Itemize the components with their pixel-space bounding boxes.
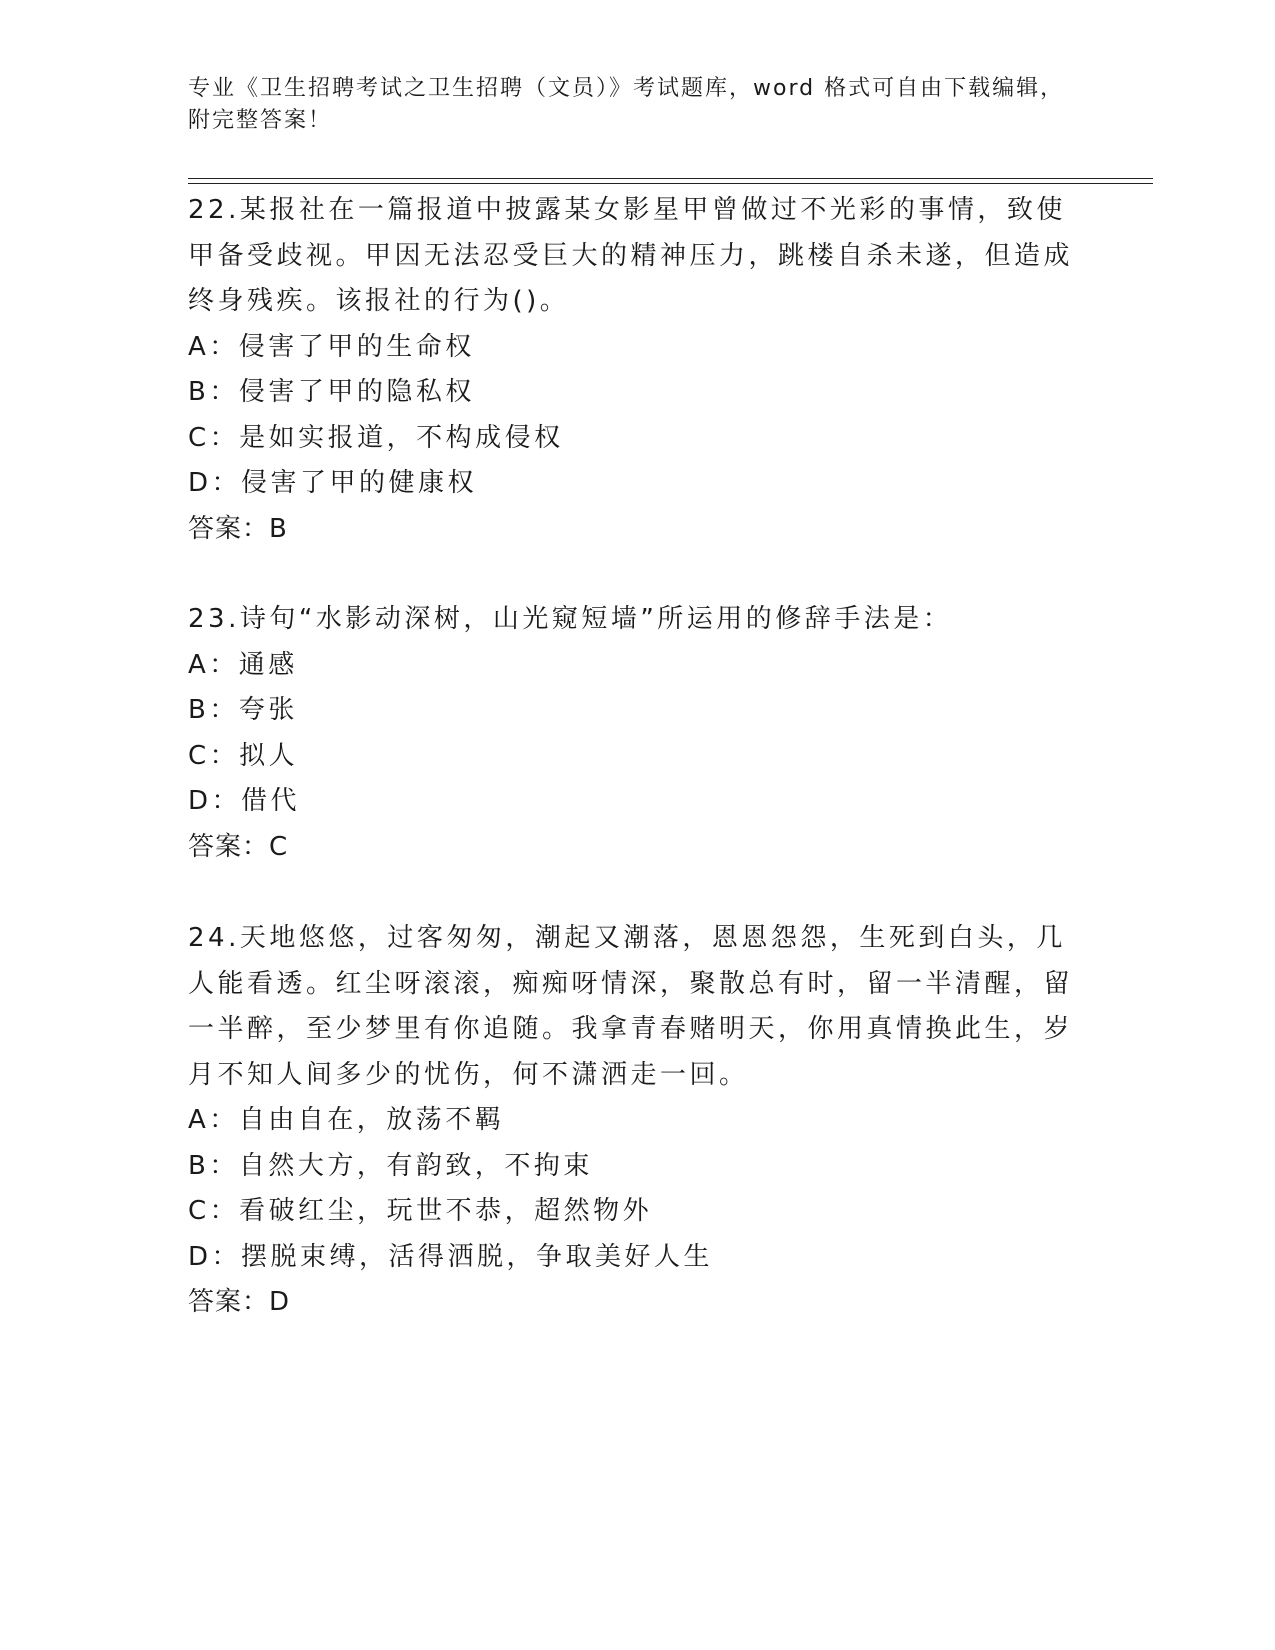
- question-23: [188, 597, 1088, 870]
- question-stem: 22.某报社在一篇报道中披露某女影星甲曾做过不光彩的事情，致使甲备受歧视。甲因无法忍受巨大的精神压力，跳楼自杀未遂，但造成终身残疾。该报社的行为()。: [188, 195, 1074, 316]
- header-divider-top: [188, 178, 1153, 179]
- option-a: A：侵害了甲的生命权: [188, 331, 475, 362]
- option-d: D：借代: [188, 786, 301, 816]
- answer-line: 答案：B: [188, 513, 288, 544]
- option-b: B：自然大方，有韵致，不拘束: [188, 1150, 593, 1181]
- header-divider-bottom: [188, 183, 1153, 184]
- answer-line: 答案：C: [188, 831, 289, 862]
- option-b: B：侵害了甲的隐私权: [188, 377, 475, 407]
- answer-line: 答案：D: [188, 1287, 291, 1317]
- option-c: C：看破红尘，玩世不恭，超然物外: [188, 1196, 653, 1226]
- option-a: A：通感: [188, 649, 298, 680]
- question-22: [188, 188, 1088, 552]
- question-24: [188, 916, 1088, 1326]
- document-header: 专业《卫生招聘考试之卫生招聘（文员）》考试题库，word 格式可自由下载编辑，附完整答案！: [188, 76, 1065, 133]
- option-b: B：夸张: [188, 695, 298, 725]
- option-c: C：拟人: [188, 740, 299, 771]
- option-d: D：摆脱束缚，活得洒脱，争取美好人生: [188, 1241, 714, 1272]
- option-c: C：是如实报道，不构成侵权: [188, 422, 564, 453]
- option-a: A：自由自在，放荡不羁: [188, 1105, 505, 1135]
- option-d: D：侵害了甲的健康权: [188, 468, 478, 498]
- question-stem: 24.天地悠悠，过客匆匆，潮起又潮落，恩恩怨怨，生死到白头，几人能看透。红尘呀滚滚，痴痴呀情深，聚散总有时，留一半清醒，留一半醉，至少梦里有你追随。我拿青春赌明天，你用真情换此生，岁月不知人间多少的忧伤，何不潇洒走一回。: [188, 923, 1074, 1090]
- question-stem: 23.诗句“水影动深树，山光窥短墙”所运用的修辞手法是：: [188, 604, 953, 634]
